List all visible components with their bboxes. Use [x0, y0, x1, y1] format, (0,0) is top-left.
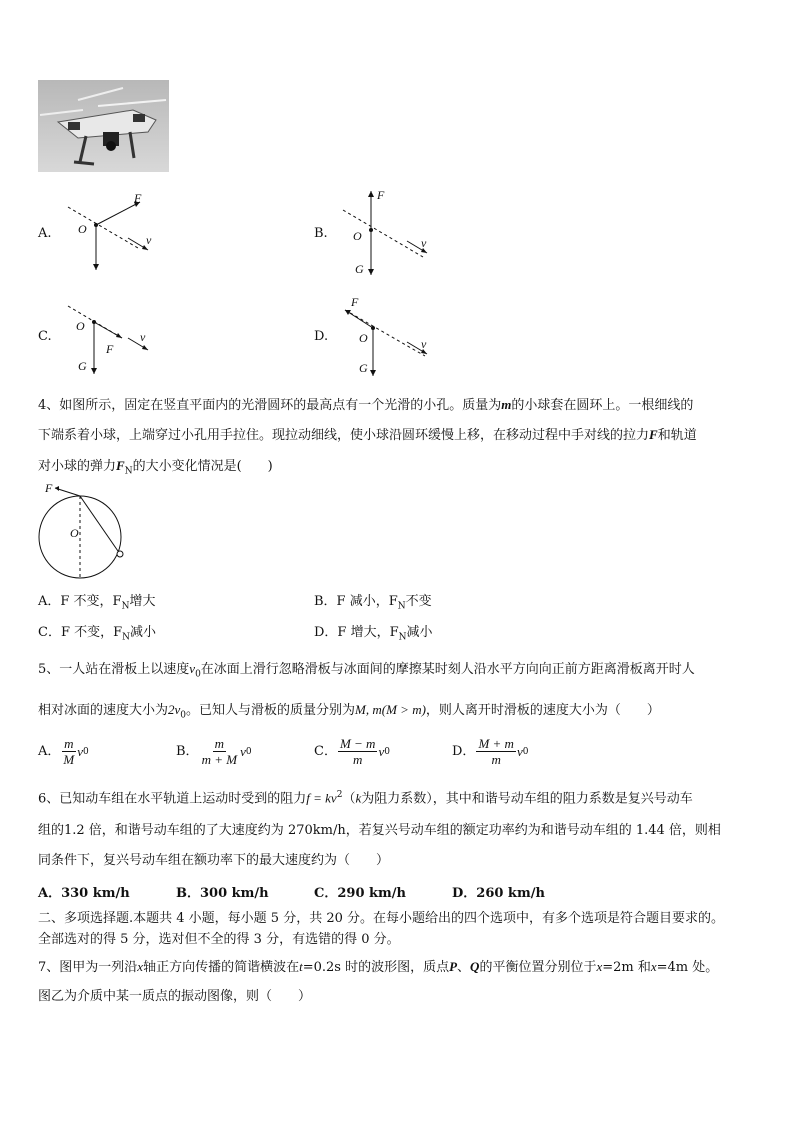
q6-option-b: B．300 km/h: [176, 886, 269, 901]
q5-option-c: C． $\frac{M - m}{m}$ v 0: [314, 736, 390, 767]
velocity-label-v: v: [421, 236, 427, 250]
q3-option-c-figure: [60, 298, 170, 378]
q6-line2: 组的1.2 倍，和谐号动车组的了大速度约为 270km/h，若复兴号动车组的额定功率约为和谐号动车组的 1.44 倍，则相: [38, 823, 721, 838]
q4-line2: 下端系着小球，上端穿过小孔用手拉住。现拉动细线，使小球沿圆环缓慢上移，在移动过程中手对线的拉力F和轨道: [38, 427, 697, 443]
section2-line2: 全部选对的得 5 分，选对但不全的得 3 分，有选错的得 0 分。: [38, 932, 400, 947]
point-label-o: O: [76, 319, 85, 333]
q3-option-a-figure: [60, 190, 170, 275]
q4-ring-figure: [38, 480, 138, 585]
q4-line3: 对小球的弹力$F_N$的大小变化情况是( ): [38, 458, 273, 477]
q5-option-d: D． $\frac{M + m}{m}$ v 0: [452, 736, 529, 767]
q7-line1: 7、图甲为一列沿x轴正方向传播的简谐横波在t=0.2s 时的波形图，质点P、Q的平衡位置分别位于x=2m 和x=4m 处。: [38, 959, 719, 975]
drone-photo: [38, 80, 169, 172]
force-label-f: F: [377, 188, 385, 202]
velocity-label-v: v: [140, 330, 146, 344]
velocity-label-v: v: [421, 337, 427, 351]
q3-option-d-figure: [335, 292, 445, 378]
q5-line1: 5、一人站在滑板上以速度$v_0$在冰面上滑行忽略滑板与冰面间的摩擦某时刻人沿水平方向向正前方距离滑板离开时人: [38, 661, 695, 680]
q6-line3: 同条件下，复兴号动车组在额功率下的最大速度约为（ ）: [38, 853, 390, 868]
velocity-label-v: v: [146, 233, 152, 247]
force-label-f: F: [351, 295, 359, 309]
q4-option-b: B．F 减小，$F_N$不变: [314, 594, 432, 612]
q6-option-a: A．330 km/h: [38, 886, 130, 901]
section2-line1: 二、多项选择题.本题共 4 小题，每小题 5 分，共 20 分。在每小题给出的四个选项中，有多个选项是符合题目要求的。: [38, 911, 725, 926]
q4-option-d: D．F 增大，$F_N$减小: [314, 625, 433, 643]
q4-option-a: A．F 不变，$F_N$增大: [38, 594, 156, 612]
gravity-label-g: G: [359, 361, 368, 375]
q6-line1: 6、已知动车组在水平轨道上运动时受到的阻力$f = kv^2(k$为阻力系数），其中和谐号动车组的阻力系数是复兴号动车: [38, 790, 693, 807]
point-label-o: O: [359, 331, 368, 345]
q6-option-c: C．290 km/h: [314, 886, 406, 901]
q3-option-b-label: B.: [314, 226, 328, 241]
force-label-f: F: [134, 191, 142, 205]
q3-option-c-label: C.: [38, 329, 52, 344]
center-label-o: O: [70, 526, 79, 540]
gravity-label-g: G: [78, 359, 87, 373]
q3-option-a-label: A.: [38, 226, 52, 241]
point-label-o: O: [78, 222, 87, 236]
force-label-f: F: [106, 342, 114, 356]
q7-line2: 图乙为介质中某一质点的振动图像，则（ ）: [38, 989, 312, 1004]
q6-option-d: D．260 km/h: [452, 886, 545, 901]
force-label-f: F: [45, 481, 53, 495]
q5-line2: 相对冰面的速度大小为$2v_0$。已知人与滑板的质量分别为M, m(M > m)，则人离开时滑板的速度大小为（ ）: [38, 702, 660, 721]
q4-line1: 4、如图所示，固定在竖直平面内的光滑圆环的最高点有一个光滑的小孔。质量为m的小球套在圆环上。一根细线的: [38, 397, 694, 413]
q3-option-b-figure: [335, 185, 445, 280]
point-label-o: O: [353, 229, 362, 243]
q5-option-a: A． $\frac{m}{M}$ v 0: [38, 736, 89, 767]
gravity-label-g: G: [355, 262, 364, 276]
q3-option-d-label: D.: [314, 329, 329, 344]
q4-option-c: C．F 不变，$F_N$减小: [38, 625, 157, 643]
q5-option-b: B． $\frac{m}{m + M}$ v 0: [176, 736, 252, 767]
